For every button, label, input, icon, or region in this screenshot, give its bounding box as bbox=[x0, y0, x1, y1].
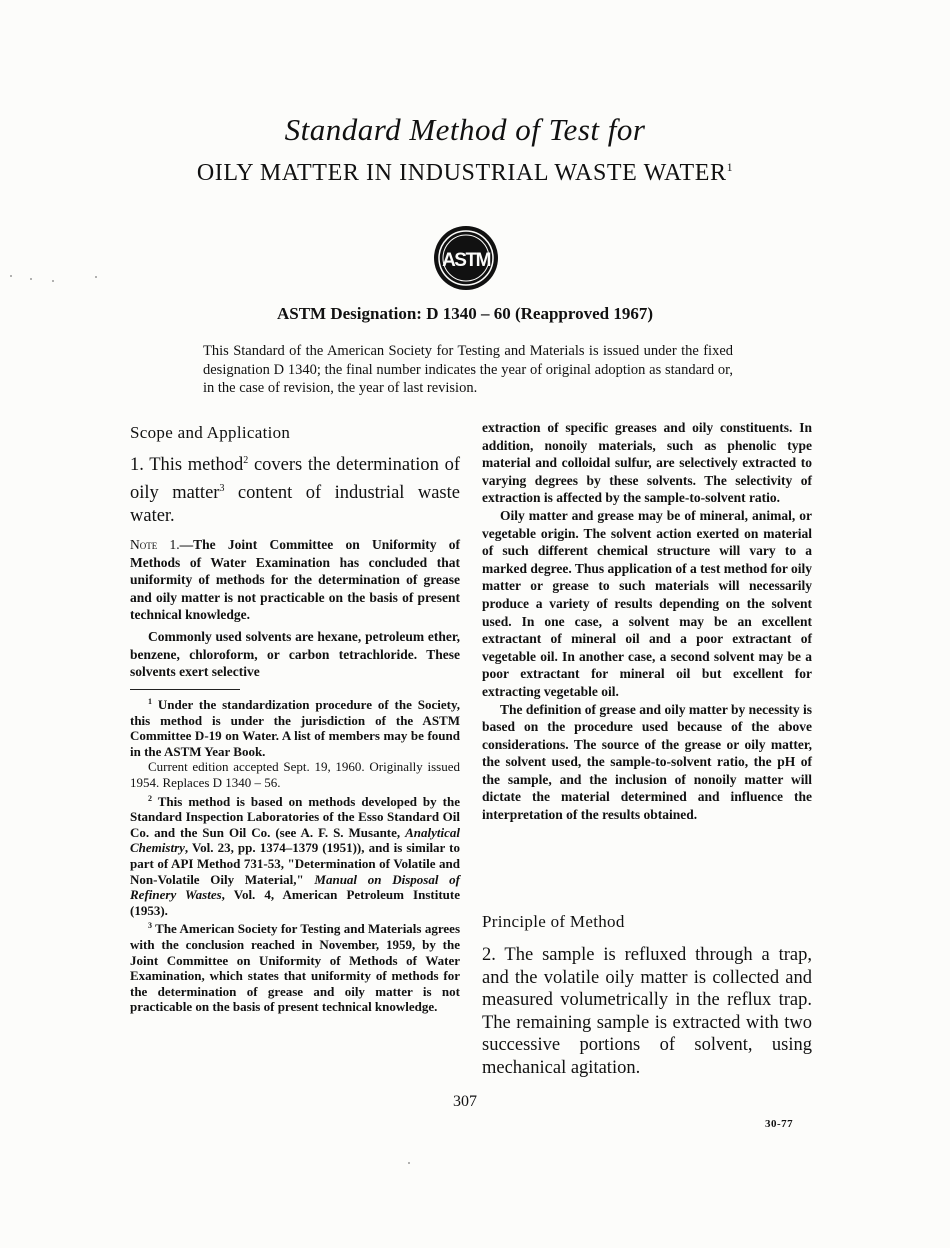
principle-section bbox=[482, 912, 812, 1079]
intro-statement: This Standard of the American Society for Testing and Materials is issued under the fixed designation D 1340; the final number indicates the year of original adoption as standard or, in the case of revision, the year of last revision. bbox=[203, 343, 733, 396]
document-code: 30-77 bbox=[765, 1118, 794, 1130]
paragraph-definition: The definition of grease and oily matter by necessity is based on the procedure used because of the above considerations. The source of the grease or oily matter, the solvent used, the sample-to-solvent ratio, the pH of the sample, and the inclusion of nonoily matter will dictate the material determined and influence the interpretation of the results obtained. bbox=[482, 701, 812, 823]
footnote-2: $^2$ This method is based on methods developed by the Standard Inspection Laboratories of the Esso Standard Oil Co. and the Sun Oil Co. (see A. F. S. Musante, Analytical Chemistry, Vol. 23, pp. 1374–1379 (1951)), and is similar to part of API Method 731-53, "Determination of Volatile and Non-Volatile Oily Material," Manual on Disposal of Refinery Wastes, Vol. 4, American Petroleum Institute (1953). bbox=[130, 793, 460, 918]
logo-text: ASTM bbox=[442, 250, 490, 271]
scan-speck bbox=[10, 275, 12, 277]
paragraph-1: 1. This method$^2$ covers the determination of oily matter$^3$ content of industrial waste water. bbox=[130, 455, 460, 526]
title-italic: Standard Method of Test for bbox=[284, 112, 646, 147]
paragraph-2: 2. The sample is refluxed through a trap, and the volatile oily matter is collected and measured volumetrically in the reflux trap. The remaining sample is extracted with two successive portions of solvent, using mechanical agitation. bbox=[482, 945, 812, 1078]
solvents-paragraph: Commonly used solvents are hexane, petroleum ether, benzene, chloroform, or carbon tetrachloride. These solvents exert selective bbox=[130, 628, 460, 680]
scope-heading: Scope and Application bbox=[130, 423, 291, 442]
paragraph-origin: Oily matter and grease may be of mineral, animal, or vegetable origin. The solvent action exerted on material of such different chemical structure will vary to a marked degree. Thus application of a test method for oily matter or grease to such materials will necessarily produce a variety of results depending on the solvent used. In one case, a solvent may be an excellent extractant of mineral oil and a poor extractant of vegetable oil. In another case, a second solvent may be a poor extractant for mineral oil but excellent for extracting vegetable oil. bbox=[482, 507, 812, 699]
note-1: Note 1.—The Joint Committee on Uniformity of Methods of Water Examination has concluded that uniformity of methods for the determination of grease and oily matter is not practicable on the basis of present technical knowledge. bbox=[130, 537, 461, 623]
footnote-1-edition: Current edition accepted Sept. 19, 1960. Originally issued 1954. Replaces D 1340 – 56. bbox=[130, 759, 460, 790]
scan-speck bbox=[95, 276, 97, 278]
footnote-1: $^1$ Under the standardization procedure of the Society, this method is under the jurisdiction of the ASTM Committee D-19 on Water. A list of members may be found in the ASTM Year Book. bbox=[130, 697, 460, 759]
page-title bbox=[0, 160, 930, 187]
right-column bbox=[482, 419, 812, 824]
astm-logo-icon bbox=[432, 224, 500, 292]
footnotes bbox=[130, 694, 460, 1015]
scan-speck bbox=[408, 1162, 410, 1164]
title-text: OILY MATTER IN INDUSTRIAL WASTE WATER bbox=[196, 160, 727, 186]
footnote-3: $^3$ The American Society for Testing and Materials agrees with the conclusion reached in November, 1959, by the Joint Committee on Uniformity of Methods of Water Examination, which states that uniformity of methods for the determination of grease and oily matter is not practicable on the basis of present technical knowledge. bbox=[130, 921, 460, 1015]
title-footnote-ref: 1 bbox=[726, 160, 734, 174]
principle-heading: Principle of Method bbox=[482, 912, 625, 931]
page-number: 307 bbox=[453, 1093, 477, 1110]
footnote-divider bbox=[130, 689, 240, 690]
left-column bbox=[130, 423, 460, 681]
designation: ASTM Designation: D 1340 – 60 (Reapproved 1967) bbox=[276, 304, 654, 323]
paragraph-extraction: extraction of specific greases and oily constituents. In addition, nonoily materials, such as phenolic type material and colloidal sulfur, are selectively extracted to varying degrees by these solvents. The selectivity of extraction is affected by the sample-to-solvent ratio. bbox=[482, 420, 812, 506]
scan-speck bbox=[52, 280, 54, 282]
scan-speck bbox=[30, 278, 32, 280]
